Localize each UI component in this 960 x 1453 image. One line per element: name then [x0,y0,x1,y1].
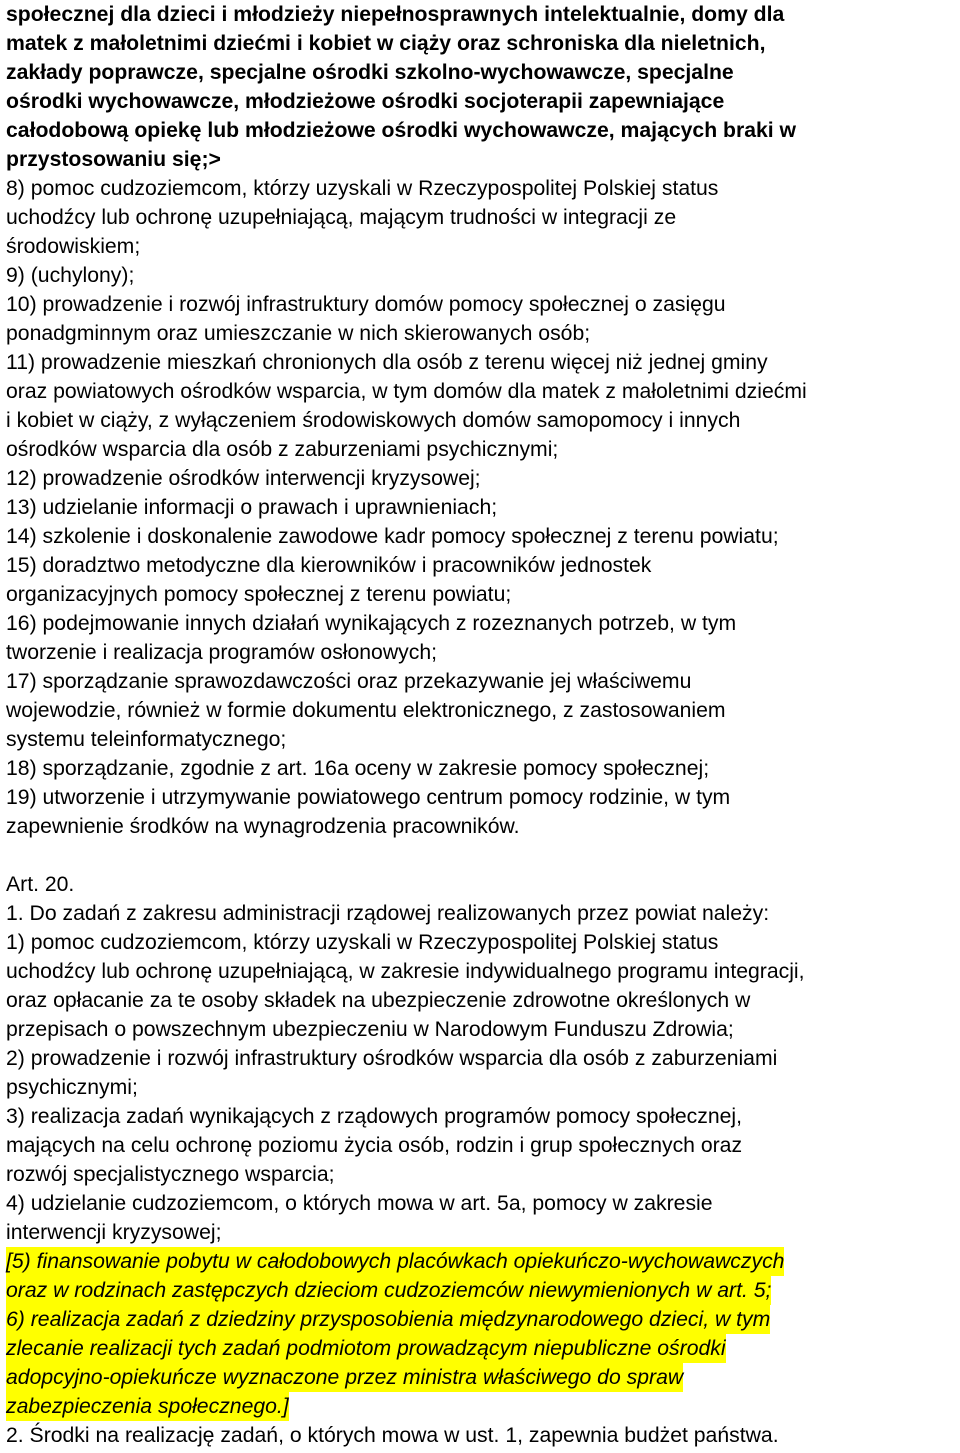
highlighted-line: zabezpieczenia społecznego.] [6,1392,289,1421]
text-line: uchodźcy lub ochronę uzupełniającą, mającym trudności w integracji ze [6,206,677,229]
text-line: 17) sporządzanie sprawozdawczości oraz przekazywanie jej właściwemu [6,670,692,693]
text-line: 11) prowadzenie mieszkań chronionych dla osób z terenu więcej niż jednej gminy [6,351,768,374]
text-line: wojewodzie, również w formie dokumentu elektronicznego, z zastosowaniem [6,699,726,722]
text-line: ponadgminnym oraz umieszczanie w nich skierowanych osób; [6,322,591,345]
art20-list [6,899,960,1247]
text-line: 16) podejmowanie innych działań wynikających z rozeznanych potrzeb, w tym [6,612,737,635]
highlighted-line: 6) realizacja zadań z dziedziny przysposobienia międzynarodowego dzieci, w tym [6,1305,770,1334]
paragraph-spacer [6,841,960,870]
text-line: ośrodków wsparcia dla osób z zaburzeniami psychicznymi; [6,438,559,461]
highlighted-line: oraz w rodzinach zastępczych dzieciom cudzoziemców niewymienionych w art. 5; [6,1276,771,1305]
text-line: 4) udzielanie cudzoziemcom, o których mowa w art. 5a, pomocy w zakresie [6,1192,713,1215]
highlighted-passage [6,1247,960,1421]
text-line: i kobiet w ciąży, z wyłączeniem środowiskowych domów samopomocy i innych [6,409,741,432]
text-line: 1) pomoc cudzoziemcom, którzy uzyskali w Rzeczypospolitej Polskiej status [6,931,719,954]
article-heading: Art. 20. [6,873,75,896]
text-line: 1. Do zadań z zakresu administracji rządowej realizowanych przez powiat należy: [6,902,770,925]
text-line: 3) realizacja zadań wynikających z rządowych programów pomocy społecznej, [6,1105,743,1128]
text-line: tworzenie i realizacja programów osłonowych; [6,641,438,664]
text-line: 8) pomoc cudzoziemcom, którzy uzyskali w Rzeczypospolitej Polskiej status [6,177,719,200]
text-line: 9) (uchylony); [6,264,135,287]
intro-paragraph [6,0,960,174]
text-line: ośrodki wychowawcze, młodzieżowe ośrodki socjoterapii zapewniające [6,90,725,113]
text-line: zapewnienie środków na wynagrodzenia pracowników. [6,815,520,838]
text-line: interwencji kryzysowej; [6,1221,222,1244]
text-line: społecznej dla dzieci i młodzieży niepełnosprawnych intelektualnie, domy dla [6,3,785,26]
text-line: całodobową opiekę lub młodzieżowe ośrodki wychowawcze, mających braki w [6,119,797,142]
text-line: rozwój specjalistycznego wsparcia; [6,1163,335,1186]
text-line: uchodźcy lub ochronę uzupełniającą, w zakresie indywidualnego programu integracji, [6,960,805,983]
text-line: matek z małoletnimi dziećmi i kobiet w ciąży oraz schroniska dla nieletnich, [6,32,766,55]
text-line: oraz opłacanie za te osoby składek na ubezpieczenie zdrowotne określonych w [6,989,751,1012]
text-line: systemu teleinformatycznego; [6,728,287,751]
text-line: 15) doradztwo metodyczne dla kierowników i pracowników jednostek [6,554,652,577]
highlighted-line: adopcyjno-opiekuńcze wyznaczone przez ministra właściwego do spraw [6,1363,683,1392]
text-line: 19) utworzenie i utrzymywanie powiatowego centrum pomocy rodzinie, w tym [6,786,731,809]
text-line: przepisach o powszechnym ubezpieczeniu w Narodowym Funduszu Zdrowia; [6,1018,734,1041]
highlighted-line: zlecanie realizacji tych zadań podmiotom prowadzącym niepubliczne ośrodki [6,1334,726,1363]
text-line: organizacyjnych pomocy społecznej z terenu powiatu; [6,583,512,606]
text-line: środowiskiem; [6,235,141,258]
art19-list [6,174,960,841]
highlighted-line: [5) finansowanie pobytu w całodobowych placówkach opiekuńczo-wychowawczych [6,1247,784,1276]
text-line: 13) udzielanie informacji o prawach i uprawnieniach; [6,496,498,519]
text-line: 10) prowadzenie i rozwój infrastruktury domów pomocy społecznej o zasięgu [6,293,726,316]
text-line: przystosowaniu się;> [6,148,221,171]
text-line: psychicznymi; [6,1076,138,1099]
text-line: 2) prowadzenie i rozwój infrastruktury ośrodków wsparcia dla osób z zaburzeniami [6,1047,778,1070]
text-line: oraz powiatowych ośrodków wsparcia, w tym domów dla matek z małoletnimi dziećmi [6,380,807,403]
text-line: mających na celu ochronę poziomu życia osób, rodzin i grup społecznych oraz [6,1134,743,1157]
closing-line: 2. Środki na realizację zadań, o których mowa w ust. 1, zapewnia budżet państwa. [6,1424,779,1447]
text-line: zakłady poprawcze, specjalne ośrodki szkolno-wychowawcze, specjalne [6,61,734,84]
text-line: 18) sporządzanie, zgodnie z art. 16a oceny w zakresie pomocy społecznej; [6,757,710,780]
text-line: 14) szkolenie i doskonalenie zawodowe kadr pomocy społecznej z terenu powiatu; [6,525,779,548]
text-line: 12) prowadzenie ośrodków interwencji kryzysowej; [6,467,481,490]
